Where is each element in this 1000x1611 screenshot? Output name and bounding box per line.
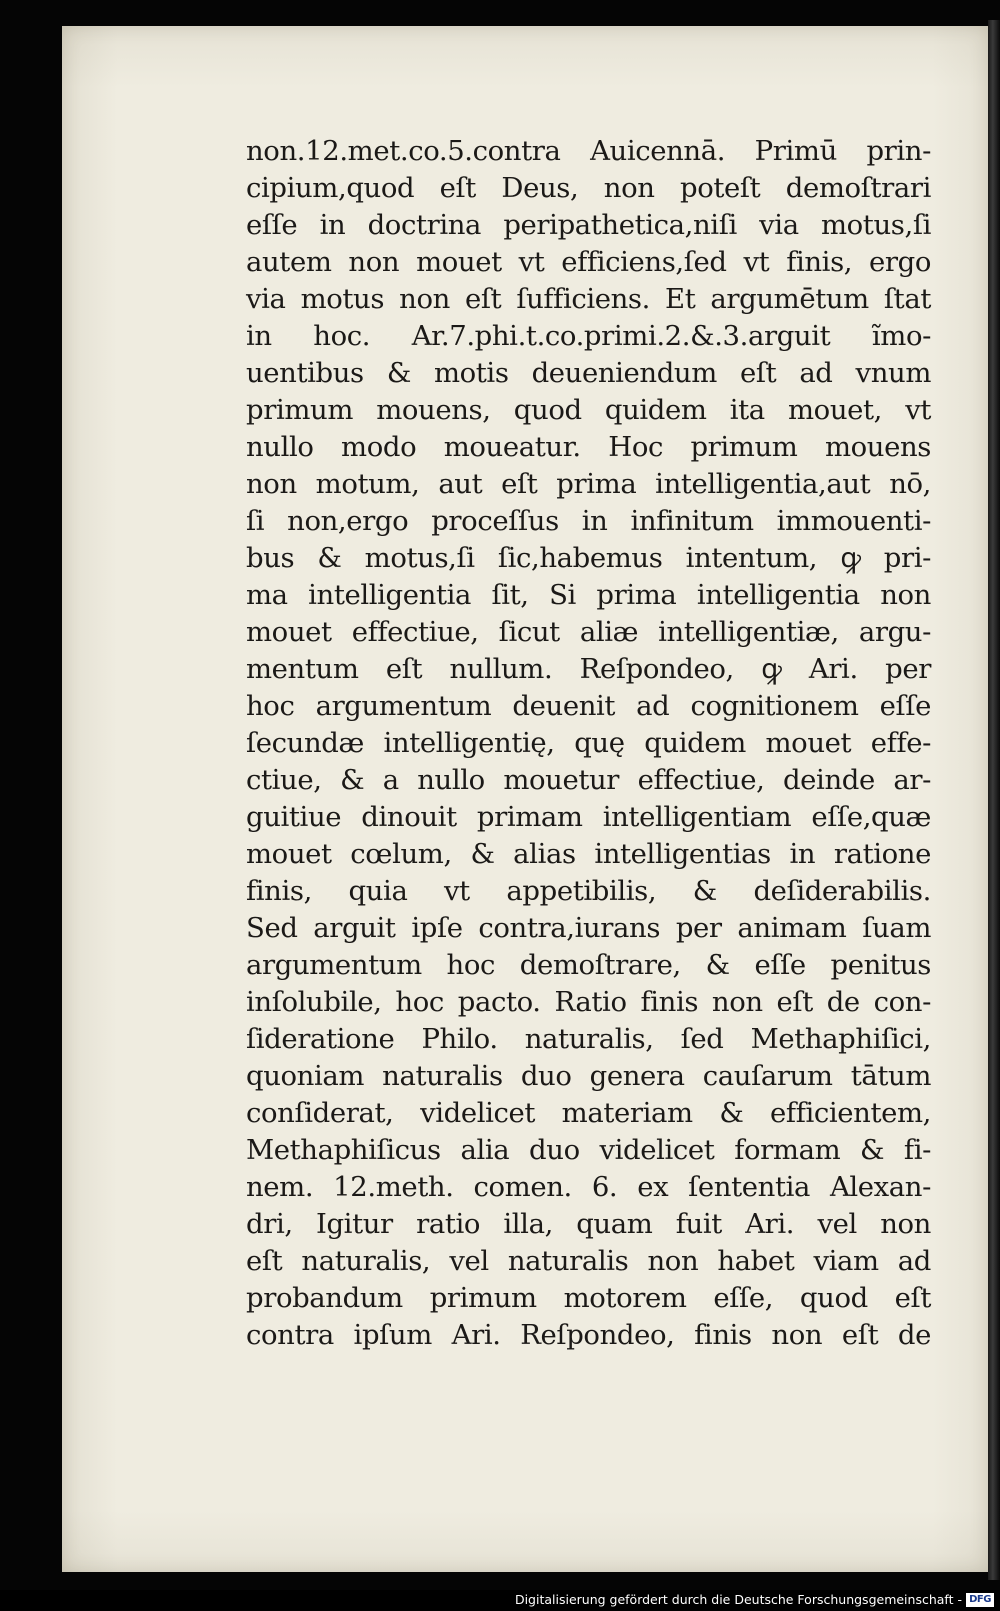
text-line: bus & motus,ſi ſic,habemus intentum, ꝙ pri-: [246, 542, 931, 574]
text-line: via motus non eſt ſufficiens. Et argumētum ſtat: [246, 283, 931, 315]
text-line: finis, quia vt appetibilis, & deſiderabilis.: [246, 875, 931, 907]
body-text: [246, 133, 931, 1354]
text-line: non.12.met.co.5.contra Auicennā. Primū prin-: [246, 135, 931, 167]
text-line: probandum primum motorem eſſe, quod eſt: [246, 1282, 931, 1314]
text-line: dri, Igitur ratio illa, quam fuit Ari. vel non: [246, 1208, 931, 1240]
text-line: ſi non,ergo proceſſus in infinitum immouenti-: [246, 505, 931, 537]
book-edge: [988, 20, 1000, 1580]
text-line: mouet cœlum, & alias intelligentias in ratione: [246, 838, 931, 870]
text-line: contra ipſum Ari. Reſpondeo, finis non eſt de: [246, 1319, 931, 1351]
dfg-logo: DFG: [966, 1593, 994, 1607]
text-line: ctiue, & a nullo mouetur effectiue, deinde ar-: [246, 764, 931, 796]
text-line: mentum eſt nullum. Reſpondeo, ꝙ Ari. per: [246, 653, 931, 685]
text-line: ſideratione Philo. naturalis, ſed Methaphiſici,: [246, 1023, 931, 1055]
text-line: guitiue dinouit primam intelligentiam eſſe,quæ: [246, 801, 931, 833]
text-line: uentibus & motis deueniendum eſt ad vnum: [246, 357, 931, 389]
text-line: non motum, aut eſt prima intelligentia,aut nō,: [246, 468, 931, 500]
text-line: eſſe in doctrina peripathetica,niſi via motus,ſi: [246, 209, 931, 241]
text-line: argumentum hoc demoſtrare, & eſſe penitus: [246, 949, 931, 981]
text-line: Sed arguit ipſe contra,iurans per animam ſuam: [246, 912, 931, 944]
text-line: nem. 12.meth. comen. 6. ex ſententia Alexan-: [246, 1171, 931, 1203]
text-line: conſiderat, videlicet materiam & efficientem,: [246, 1097, 931, 1129]
text-line: mouet effectiue, ſicut aliæ intelligentiæ, argu-: [246, 616, 931, 648]
text-line: autem non mouet vt efficiens,ſed vt finis, ergo: [246, 246, 931, 278]
text-line: Methaphiſicus alia duo videlicet formam & fi-: [246, 1134, 931, 1166]
text-line: inſolubile, hoc pacto. Ratio finis non eſt de con-: [246, 986, 931, 1018]
text-line: primum mouens, quod quidem ita mouet, vt: [246, 394, 931, 426]
digitization-credit: Digitalisierung gefördert durch die Deutsche Forschungsgemeinschaft -: [514, 1592, 962, 1607]
text-line: cipium,quod eſt Deus, non poteſt demoſtrari: [246, 172, 931, 204]
footer-bar: [0, 1590, 1000, 1611]
text-line: nullo modo moueatur. Hoc primum mouens: [246, 431, 931, 463]
text-line: in hoc. Ar.7.phi.t.co.primi.2.&.3.arguit ĩmo-: [246, 320, 931, 352]
text-line: quoniam naturalis duo genera cauſarum tātum: [246, 1060, 931, 1092]
text-line: hoc argumentum deuenit ad cognitionem eſſe: [246, 690, 931, 722]
text-line: eſt naturalis, vel naturalis non habet viam ad: [246, 1245, 931, 1277]
text-line: ſecundæ intelligentię, quę quidem mouet effe-: [246, 727, 931, 759]
text-line: ma intelligentia ſit, Si prima intelligentia non: [246, 579, 931, 611]
